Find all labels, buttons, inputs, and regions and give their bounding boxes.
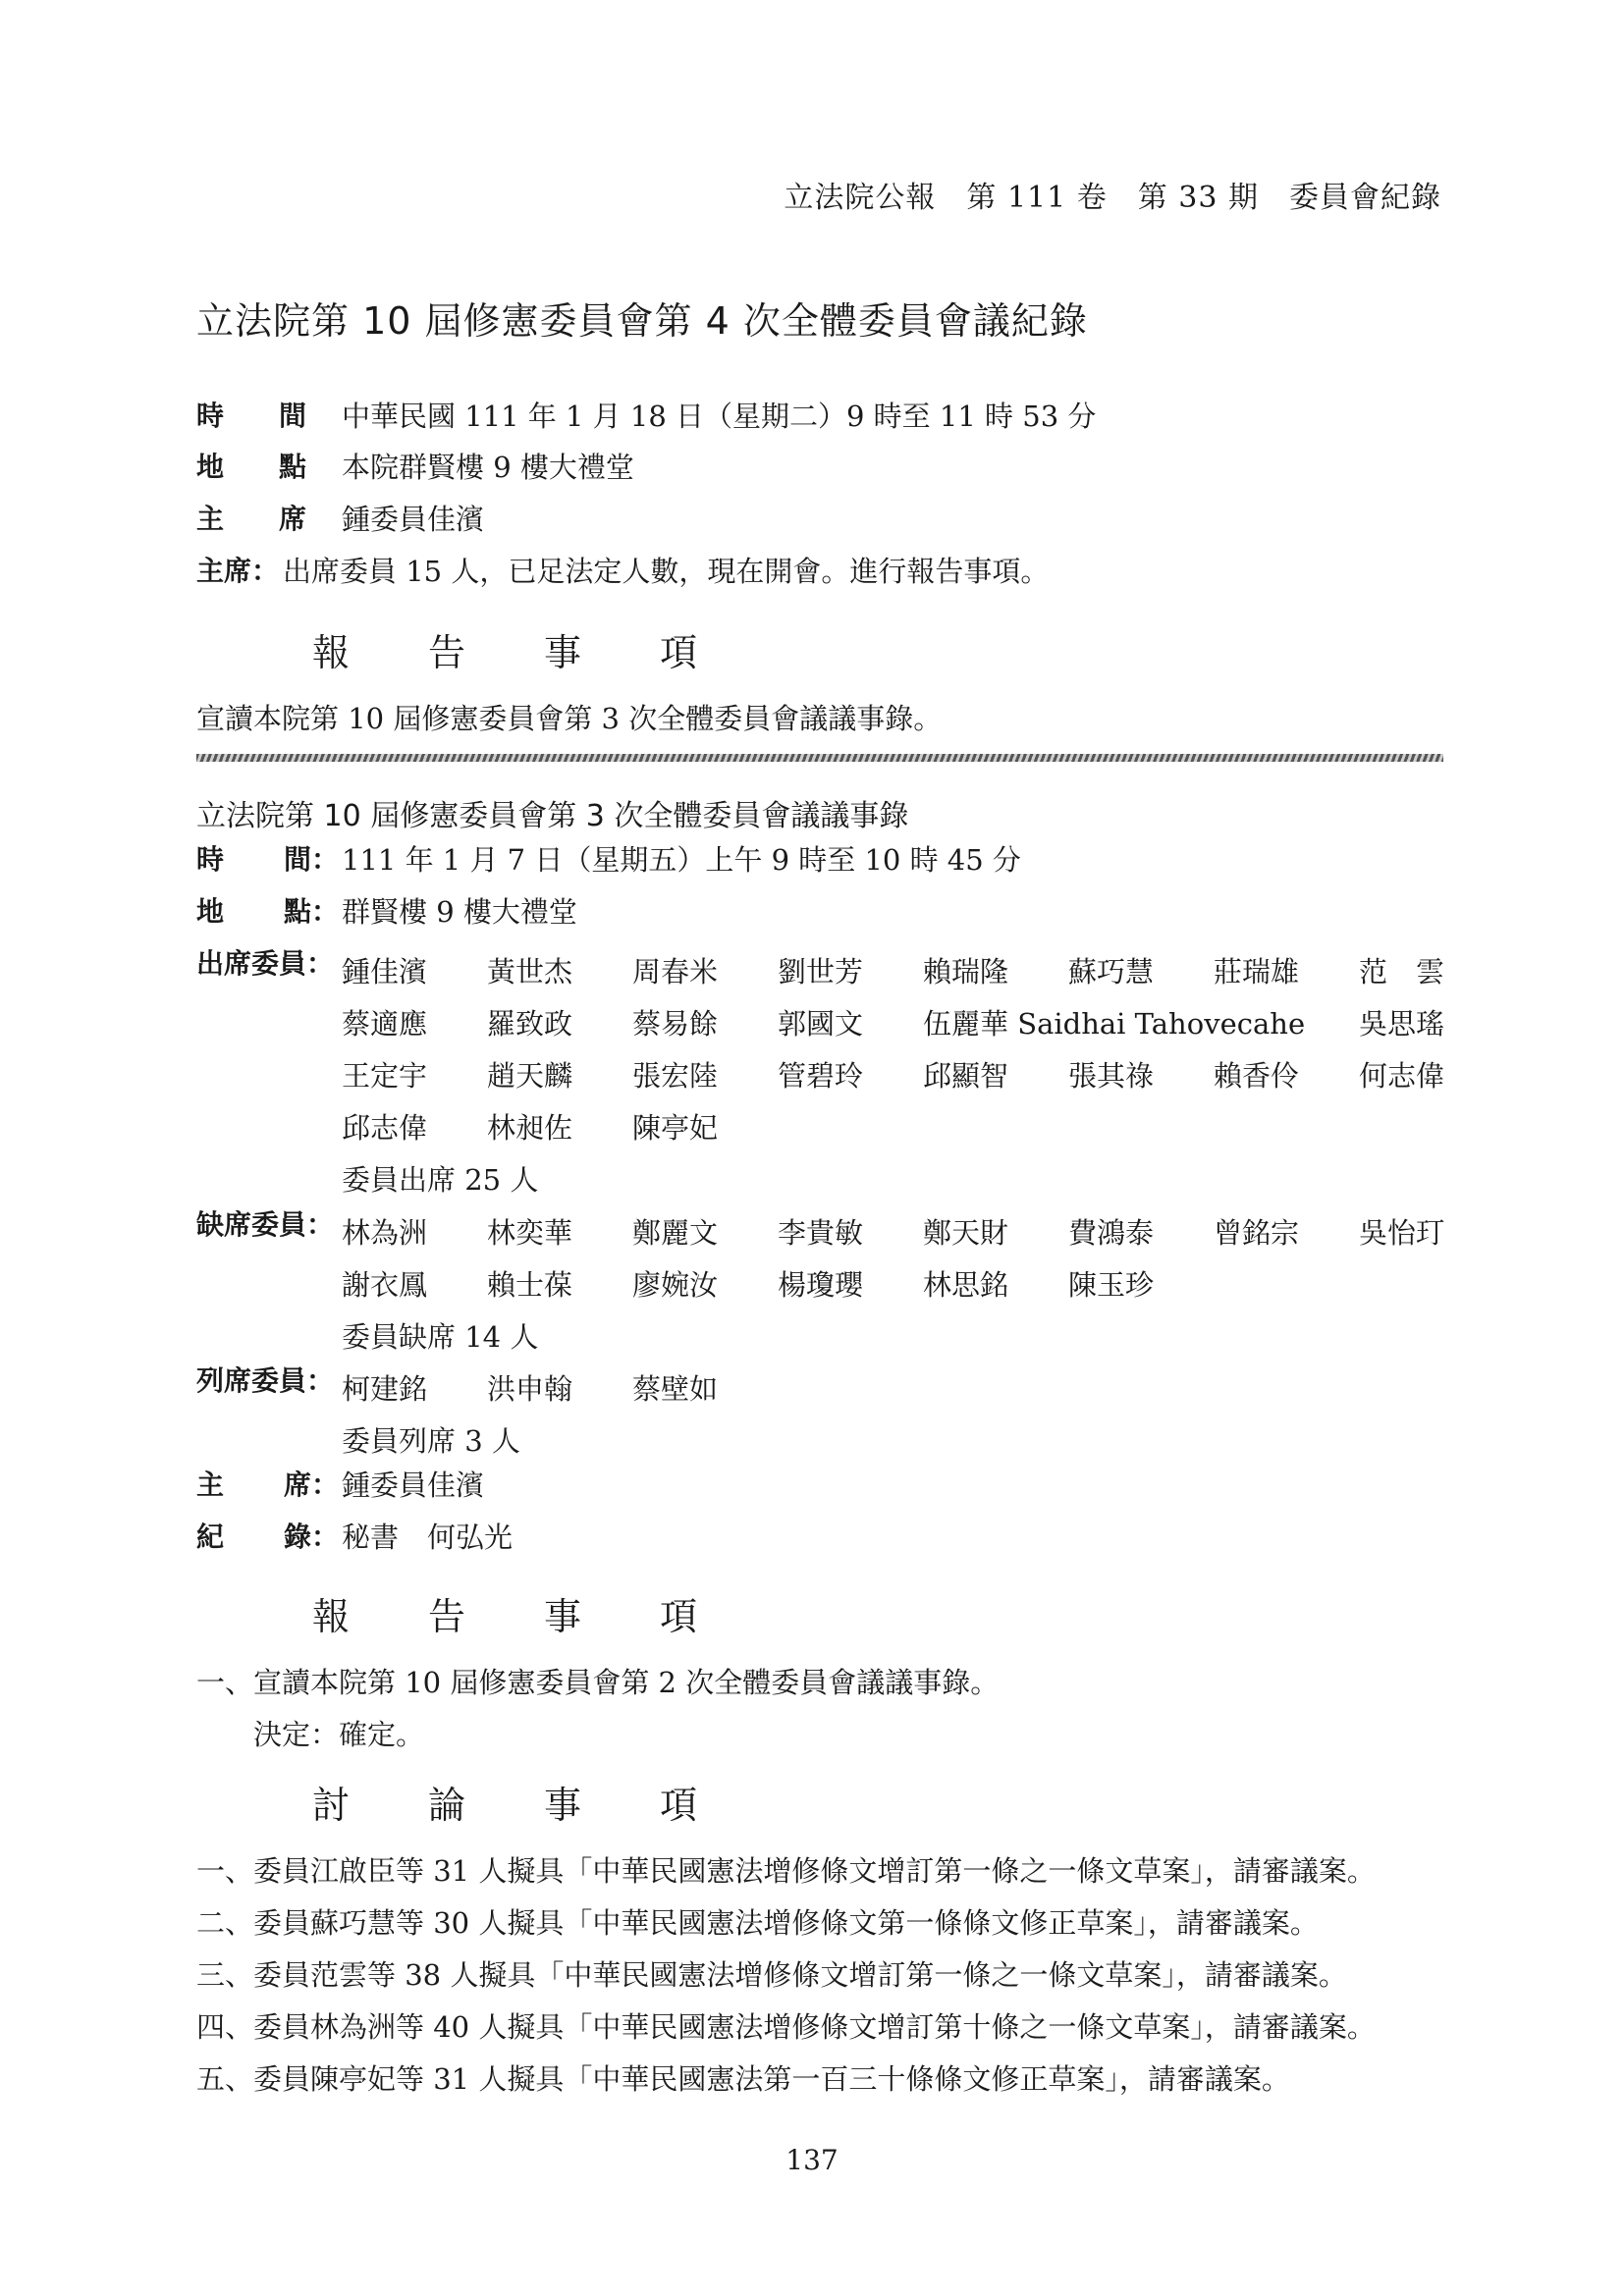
member-name: 蔡易餘: [632, 1007, 719, 1041]
member-name: 林奕華: [487, 1216, 573, 1250]
heading-char: 事: [544, 1784, 582, 1827]
label-char: 錄：: [283, 1521, 339, 1553]
member-name: 何志偉: [1359, 1059, 1445, 1093]
label-char: 間: [278, 400, 306, 432]
heading-char: 事: [544, 1595, 582, 1638]
minutes-time: 111 年 1 月 7 日（星期五）上午 9 時至 10 時 45 分: [342, 843, 1021, 877]
member-name: 蘇巧慧: [1068, 955, 1155, 988]
label-char: 主: [196, 503, 225, 535]
member-name: 陳亭妃: [632, 1111, 719, 1145]
member-name: 賴瑞隆: [923, 955, 1009, 988]
member-name: 黃世杰: [487, 955, 573, 988]
section-heading-report: [312, 622, 776, 676]
minutes-record: 秘書 何弘光: [342, 1521, 514, 1554]
label-char: 點: [278, 451, 306, 483]
heading-char: 報: [312, 631, 351, 674]
member-name: 鍾佳濱: [342, 955, 428, 988]
label-char: 時: [196, 843, 225, 876]
member-name: 賴香伶: [1214, 1059, 1300, 1093]
opening-text: 出席委員 15 人，已足法定人數，現在開會。進行報告事項。: [283, 555, 1050, 588]
label-char: 間：: [283, 843, 339, 876]
member-name: 林為洲: [342, 1216, 428, 1250]
label-char: 地: [196, 895, 225, 928]
present-count: 委員出席 25 人: [342, 1163, 539, 1197]
page-number: 137: [785, 2144, 839, 2176]
attend-count: 委員列席 3 人: [342, 1424, 520, 1458]
member-name: 管碧玲: [778, 1059, 864, 1093]
label-char: 主: [196, 1468, 225, 1501]
member-name: 蔡壁如: [632, 1372, 719, 1406]
member-name: 邱顯智: [923, 1059, 1009, 1093]
minutes-title: 立法院第 10 屆修憲委員會第 3 次全體委員會議議事錄: [196, 799, 909, 833]
member-name: 蔡適應: [342, 1007, 428, 1041]
report-decision: 決定：確定。: [253, 1718, 425, 1751]
member-name: 費鴻泰: [1068, 1216, 1155, 1250]
label-char: 點：: [283, 895, 339, 928]
member-name: 林昶佐: [487, 1111, 573, 1145]
heading-char: 告: [428, 1595, 466, 1638]
present-label: 出席委員：: [196, 947, 335, 980]
member-name: 范 雲: [1359, 955, 1445, 988]
member-name: 李貴敏: [778, 1216, 864, 1250]
running-header: 立法院公報 第 111 卷 第 33 期 委員會紀錄: [784, 181, 1441, 215]
member-name: 曾銘宗: [1214, 1216, 1300, 1250]
member-name: 吳怡玎: [1359, 1216, 1445, 1250]
heading-char: 告: [428, 631, 466, 674]
label-char: 席: [278, 503, 306, 535]
member-name: 吳思瑤: [1359, 1007, 1445, 1041]
discuss-item: 二、委員蘇巧慧等 30 人擬具「中華民國憲法增修條文第一條條文修正草案」，請審議案。: [196, 1906, 1319, 1940]
heading-char: 項: [660, 631, 698, 674]
heading-char: 報: [312, 1595, 351, 1638]
minutes-chair: 鍾委員佳濱: [342, 1468, 485, 1502]
report-item: 一、宣讀本院第 10 屆修憲委員會第 2 次全體委員會議議事錄。: [196, 1666, 1000, 1699]
discuss-item: 五、委員陳亭妃等 31 人擬具「中華民國憲法第一百三十條條文修正草案」，請審議案。: [196, 2062, 1290, 2096]
section-heading-discuss: [312, 1775, 776, 1829]
discuss-item: 三、委員范雲等 38 人擬具「中華民國憲法增修條文增訂第一條之一條文草案」，請審議案。: [196, 1958, 1347, 1992]
minutes-place: 群賢樓 9 樓大禮堂: [342, 895, 577, 929]
heading-char: 討: [312, 1784, 351, 1827]
member-name: 鄭天財: [923, 1216, 1009, 1250]
member-name: 廖婉汝: [632, 1268, 719, 1302]
member-name: 鄭麗文: [632, 1216, 719, 1250]
meeting-chair: 鍾委員佳濱: [342, 503, 485, 536]
member-name: 楊瓊瓔: [778, 1268, 864, 1302]
meeting-time: 中華民國 111 年 1 月 18 日（星期二）9 時至 11 時 53 分: [342, 400, 1097, 433]
member-name: 洪申翰: [487, 1372, 573, 1406]
label-char: 紀: [196, 1521, 225, 1553]
member-name: 王定宇: [342, 1059, 428, 1093]
member-name: 周春米: [632, 955, 719, 988]
section-heading-report-2: [312, 1586, 776, 1640]
member-name: 莊瑞雄: [1214, 955, 1300, 988]
meeting-place: 本院群賢樓 9 樓大禮堂: [342, 451, 634, 484]
member-name: 羅致政: [487, 1007, 573, 1041]
report-line: 宣讀本院第 10 屆修憲委員會第 3 次全體委員會議議事錄。: [196, 702, 943, 735]
member-name: 劉世芳: [778, 955, 864, 988]
heading-char: 項: [660, 1784, 698, 1827]
attend-label: 列席委員：: [196, 1364, 335, 1397]
heading-char: 論: [428, 1784, 466, 1827]
member-name: 謝衣鳳: [342, 1268, 428, 1302]
member-name: 伍麗華 Saidhai Tahovecahe: [923, 1007, 1306, 1041]
discuss-item: 四、委員林為洲等 40 人擬具「中華民國憲法增修條文增訂第十條之一條文草案」，請審議案。: [196, 2010, 1376, 2044]
heading-char: 事: [544, 631, 582, 674]
member-name: 賴士葆: [487, 1268, 573, 1302]
member-name: 郭國文: [778, 1007, 864, 1041]
member-name: 柯建銘: [342, 1372, 428, 1406]
opening-label: 主席：: [196, 555, 280, 587]
label-char: 席：: [283, 1468, 339, 1501]
discuss-item: 一、委員江啟臣等 31 人擬具「中華民國憲法增修條文增訂第一條之一條文草案」，請審議案。: [196, 1854, 1376, 1888]
member-name: 張宏陸: [632, 1059, 719, 1093]
member-name: 陳玉珍: [1068, 1268, 1155, 1302]
label-char: 地: [196, 451, 225, 483]
member-name: 張其祿: [1068, 1059, 1155, 1093]
member-name: 邱志偉: [342, 1111, 428, 1145]
absent-count: 委員缺席 14 人: [342, 1320, 539, 1354]
member-name: 林思銘: [923, 1268, 1009, 1302]
member-name: 趙天麟: [487, 1059, 573, 1093]
absent-label: 缺席委員：: [196, 1208, 335, 1241]
divider: [196, 754, 1443, 762]
heading-char: 項: [660, 1595, 698, 1638]
page-title: 立法院第 10 屆修憲委員會第 4 次全體委員會議紀錄: [196, 299, 1088, 343]
label-char: 時: [196, 400, 225, 432]
